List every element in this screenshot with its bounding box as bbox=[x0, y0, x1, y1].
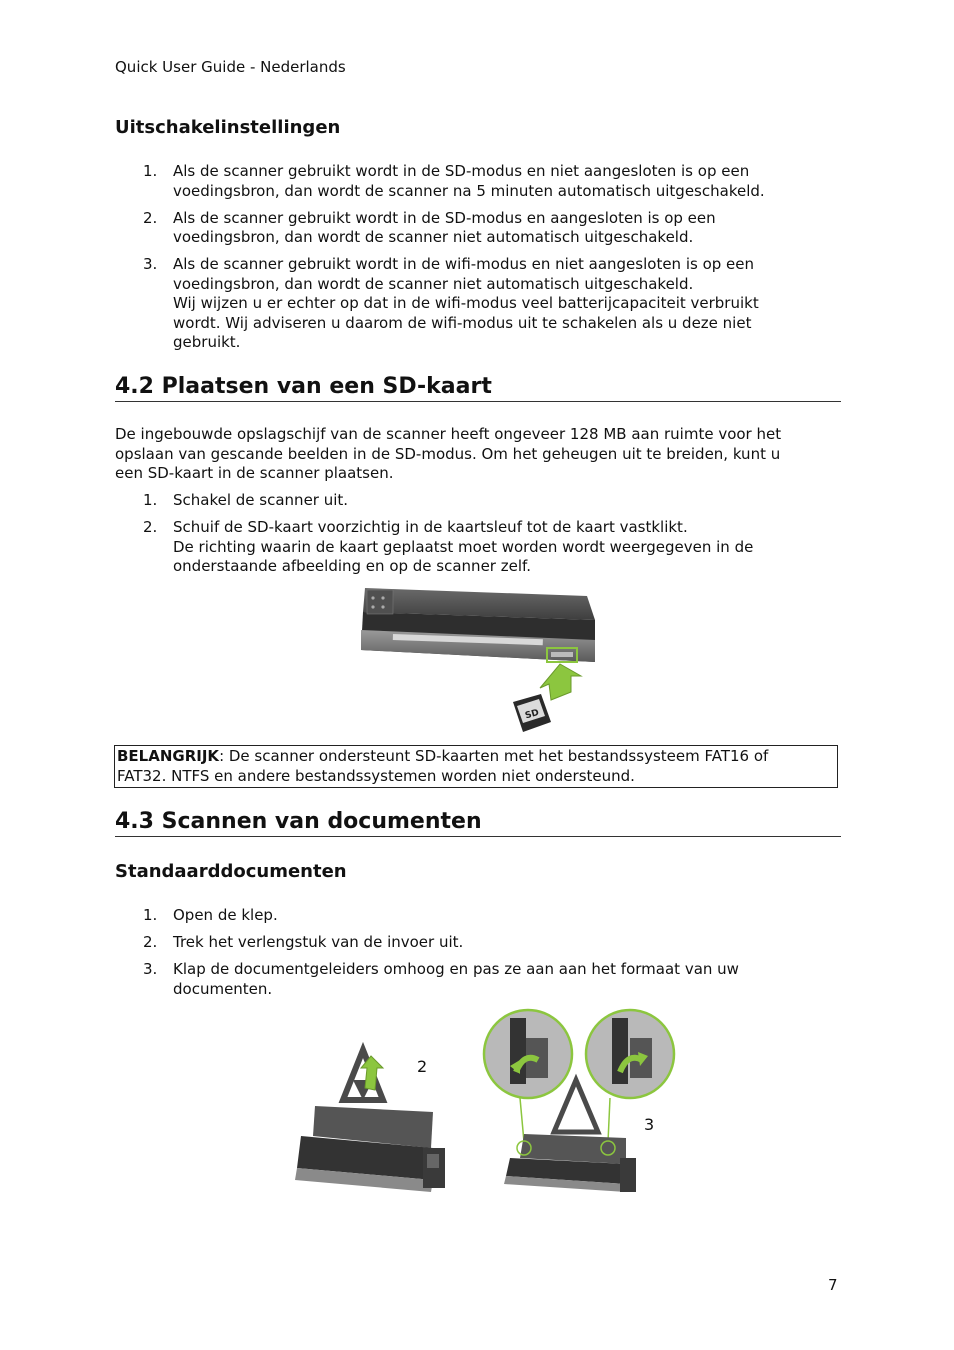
zoom-circle-left bbox=[484, 1010, 572, 1098]
figure-label-step-3: 3 bbox=[644, 1115, 655, 1134]
scan-steps-list bbox=[115, 906, 815, 1007]
heading-sd-card: 4.2 Plaatsen van een SD-kaart bbox=[115, 374, 841, 402]
list-item: 1. Als de scanner gebruikt wordt in de SD-modus en niet aangesloten is op een voedingsbron, dan wordt de scanner na 5 minuten automatisch uitgeschakeld. bbox=[143, 162, 765, 200]
page-number: 7 bbox=[828, 1276, 838, 1294]
sd-card-insertion-illustration bbox=[355, 582, 600, 734]
figure-label-step-2: 2 bbox=[417, 1057, 428, 1076]
list-item: 2. Als de scanner gebruikt wordt in de SD-modus en aangesloten is op een voedingsbron, dan wordt de scanner niet automatisch uitgeschakeld. bbox=[143, 208, 716, 246]
list-item: 1. Open de klep. bbox=[143, 906, 278, 924]
heading-scan-documents: 4.3 Scannen van documenten bbox=[115, 809, 841, 837]
heading-shutdown-settings: Uitschakelinstellingen bbox=[115, 117, 341, 138]
feeder-extension-illustration bbox=[283, 1040, 453, 1198]
list-item: 1. Schakel de scanner uit. bbox=[143, 491, 349, 509]
list-item: 2. Schuif de SD-kaart voorzichtig in de kaartsleuf tot de kaart vastklikt. De richting waarin de kaart geplaatst moet worden wordt weergegeven in de onderstaande afbeelding en op de scanner zelf. bbox=[143, 518, 754, 575]
list-item: 3. Klap de documentgeleiders omhoog en pas ze aan aan het formaat van uw documenten. bbox=[143, 960, 739, 998]
list-item: 2. Trek het verlengstuk van de invoer uit. bbox=[143, 933, 464, 951]
sd-steps-list bbox=[115, 491, 815, 584]
sd-card-label: SD bbox=[524, 707, 541, 722]
zoom-circle-right bbox=[586, 1010, 674, 1098]
heading-standard-documents: Standaarddocumenten bbox=[115, 861, 347, 882]
document-guides-illustration bbox=[480, 1008, 680, 1198]
shutdown-settings-list bbox=[115, 162, 815, 360]
arrow-up-icon bbox=[540, 664, 581, 700]
list-item: 3. Als de scanner gebruikt wordt in de wifi-modus en niet aangesloten is op een voedingsbron, dan wordt de scanner niet automatisch uitgeschakeld. Wij wijzen u er echter op dat in de wifi-modus veel batterijcapaciteit verbruikt wordt. Wij adviseren u daarom de wifi-modus uit te schakelen als u deze niet gebruikt. bbox=[143, 255, 759, 351]
running-header: Quick User Guide - Nederlands bbox=[115, 58, 346, 76]
scanner-icon bbox=[361, 588, 595, 662]
sd-intro-paragraph: De ingebouwde opslagschijf van de scanner heeft ongeveer 128 MB aan ruimte voor het opslaan van gescande beelden in de SD-modus. Om het geheugen uit te breiden, kunt u een SD-kaart in de scanner plaatsen. bbox=[115, 425, 782, 482]
important-note-box: BELANGRIJK: De scanner ondersteunt SD-kaarten met het bestandssysteem FAT16 of FAT32. NTFS en andere bestandssystemen worden niet ondersteund. bbox=[114, 745, 838, 788]
